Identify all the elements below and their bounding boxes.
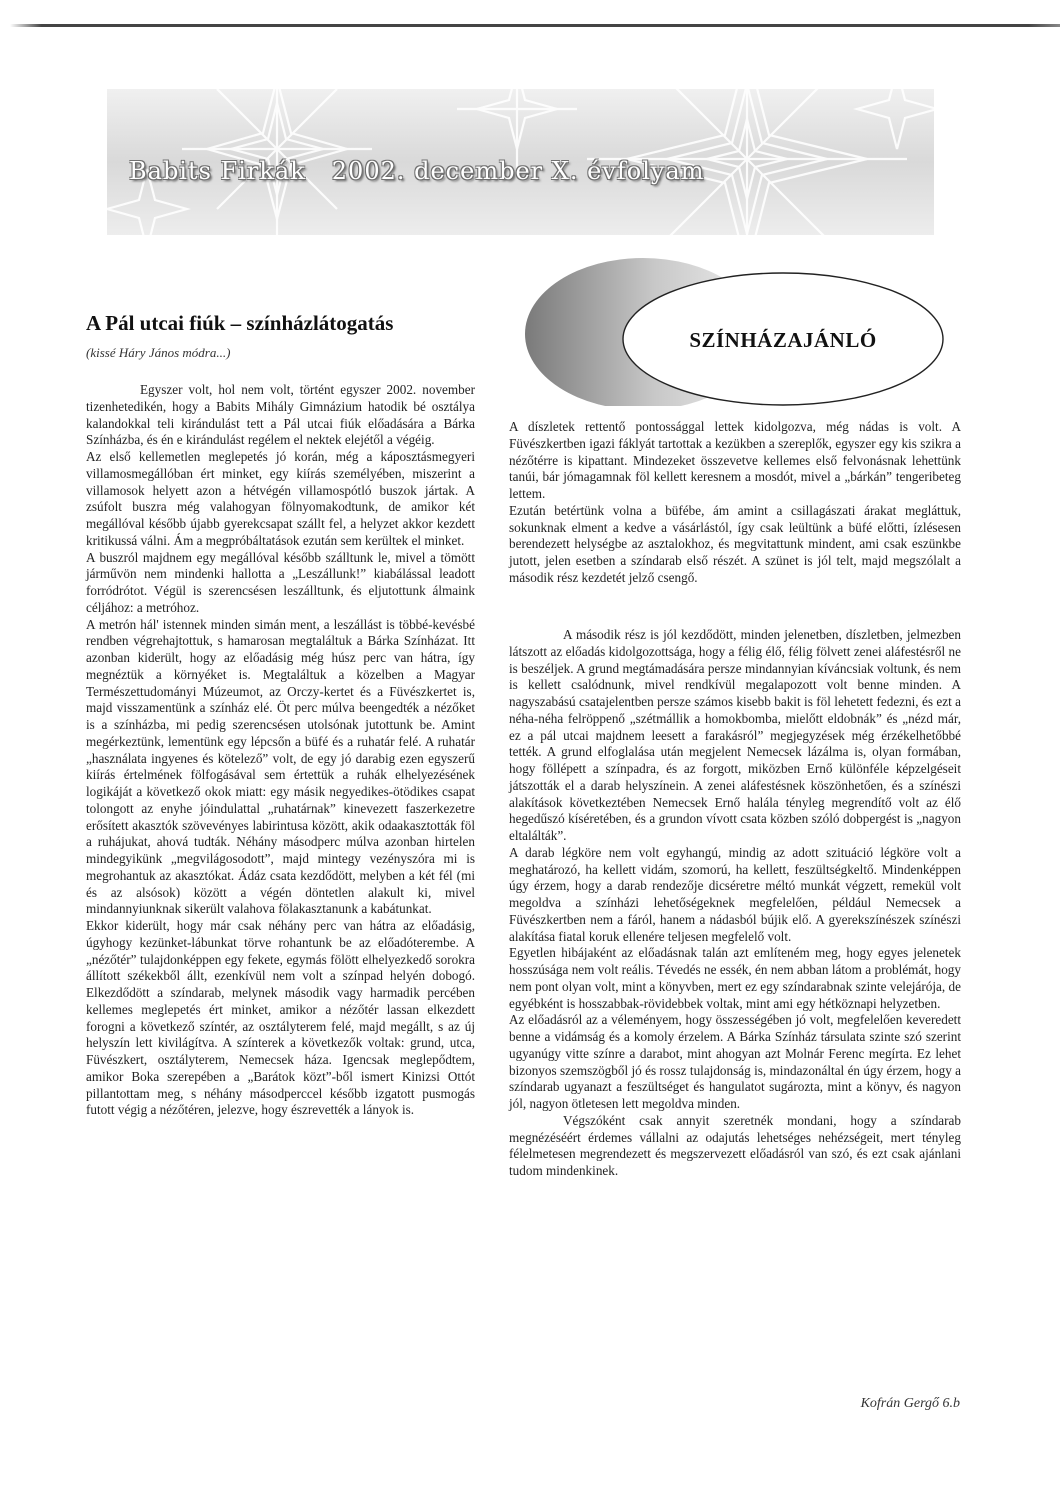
paragraph: A második rész is jól kezdődött, minden jelenetben, díszletben, jelmezben látszott az előadás kidolgozottsága, hogy a félig élő, félig fölvett zenei aláfestésről ne is beszéljek. A grund megtámadására persze mindannyian kíváncsiak voltunk, és nem is kellett csalódnunk, mivel rendkívül megalapozott volt benne minden. A nagyszabású csatajelentben persze számos kisebb bakit is föl lehetett fedezni, és ezt a néha-néha felröppenő „szétmállik a homokbomba, mielőtt eldobnák” és „nézd már, ez a pál utcai majdnem leesett a farakásról” megjegyzések még érzékelhetőbbé tették. A grund elfoglalása után megjelent Nemecsek lázálma is, olyan formában, hogy föllépett a színpadra, és az forgott, miközben Ernő különféle képzelgéseit játszották el a darab helyszínein. A zenei aláfestésnek köszönhetően, és a színészi alakítások következtében Nemecsek Ernő halála tényleg megrendítő volt az élő hegedűszó kíséretében, és a grundon vívott csata közben szóló dobpergést is „nagyon eltalálták”. bbox=[509, 627, 961, 843]
section-badge bbox=[525, 256, 945, 406]
top-rule bbox=[10, 24, 1060, 27]
article-right-column-top bbox=[509, 419, 961, 587]
issue-date: 2002. december X. évfolyam bbox=[331, 157, 705, 185]
article-title: A Pál utcai fiúk – színházlátogatás bbox=[86, 311, 394, 335]
paragraph: A buszról majdnem egy megállóval később szálltunk le, mivel a tömött járművön nem mindenki hallotta a „Leszállunk!” kiabálással leadott forródrótot. Végül is szerencsésen leszálltunk, és eljutottunk álmaink céljához: a metróhoz. bbox=[86, 549, 475, 615]
paragraph: Ekkor kiderült, hogy már csak néhány perc van hátra az előadásig, úgyhogy kezünket-lábunkat törve rohantunk be az előadóterembe. A „nézőtér” tulajdonképpen egy fekete, egymás fölött elhelyezkedő sorokra állított székekből állt, ezenkívül nem volt a színpad helyén dobogó. Elkezdődött a színdarab, melynek második vagy harmadik percében kellemes meglepetés ért minket, amikor a nézőtér lassan elkezdett forogni a következő színtér, az osztályterem felé, majd megállt, s az új helyszín lett kivilágítva. A színterek a következők voltak: grund, utca, Füvészkert, osztályterem, Nemecsek háza. Igencsak meglepődtem, amikor Boka szerepében a „Barátok közt”-ből ismert Kinizsi Ottót pillantottam meg, s néhány másodperccel később izgatott pusmogás futott végig a nézőtéren, jelezve, hogy észrevették a lányok is. bbox=[86, 918, 475, 1118]
paragraph: Egyetlen hibájaként az előadásnak talán azt említeném meg, hogy egyes jelenetek hosszúsága nem volt reális. Tévedés ne essék, én nem abban látom a problémát, hogy nem pont olyan volt, mint a könyvben, mert ez egy színdarabnak szinte velejárója, de egyébként is hosszabbak-rövidebbek voltak, mint ami egy hétköznapi helyzetben. bbox=[509, 945, 961, 1011]
paragraph: Egyszer volt, hol nem volt, történt egyszer 2002. november tizenhetedikén, hogy a Babits Mihály Gimnázium hatodik bé osztálya kalandokkal teli kirándulást tett a Pál utcai fiúk előadására a Bárka Színházba, és én e kirándulást regélem el nektek elejétől a végéig. bbox=[86, 382, 475, 448]
banner-title bbox=[129, 157, 731, 185]
paragraph: Végszóként csak annyit szeretnék mondani, hogy a színdarab megnézéséért érdemes vállalni az odajutás lehetséges nehézségeit, mert tényleg félelmetesen megrendezett és megszervezett előadásról van szó, és ezt csak ajánlani tudom mindenkinek. bbox=[509, 1112, 961, 1178]
article-right-column bbox=[509, 627, 961, 1180]
paragraph: Ezután betértünk volna a büfébe, ám amint a csillagászati árakat megláttuk, sokunknak elment a kedve a vásárlástól, így csak leültünk a büfé előtti, ízlésesen berendezett helységbe az asztalokhoz, és megvitattunk mindent, ami csak eszünkbe jutott, jelen esetben a színdarab első részét. A szünet is jól telt, majd megszólalt a második rész kezdetét jelző csengő. bbox=[509, 502, 961, 585]
section-badge-label: SZÍNHÁZAJÁNLÓ bbox=[689, 328, 877, 352]
publication-name: Babits Firkák bbox=[129, 157, 306, 185]
paragraph: Az első kellemetlen meglepetés jó korán, még a káposztásmegyeri villamosmegállóban ért minket, egy kiírás személyében, miszerint a villamosok helyett azon a hétvégén villamospótló buszok jártak. A zsúfolt buszra még valahogyan fölnyomakodtunk, de amikor két megállóval később újabb gyerekcsapat szállt fel, a helyzet akkor kezdett kritikussá válni. Ám a megpróbáltatások ezután sem kerültek el minket. bbox=[86, 449, 475, 548]
paragraph: A metrón hál' istennek minden simán ment, a leszállást is többé-kevésbé rendben végrehajtottuk, s hamarosan megtaláltuk a Bárka Színházat. Itt azonban kiderült, hogy az előadásig még húsz perc van hátra, így megnéztük a környéket is. Megtaláltuk a közelben a Magyar Természettudományi Múzeumot, az Orczy-kertet és a Füvészkertet is, majd visszamentünk a színház elé. Öt perc múlva beengedték a nézőket is a színházba, mi pedig szerencsésen utolsónak jutottunk be. Amint megérkeztünk, lementünk egy lépcsőn a büfé és a ruhatár felé. A ruhatár „használata ingyenes és kötelező” volt, de egy jó darabig ezen egyszerű kiírás értelmének fölfogásával sem értettük a ruhák elhelyezésének logikáját a következő okok miatt: egy másik negyedikes-ötödikes csapat tolongott az enyhe jóindulattal „ruhatárnak” kinevezett faszerkezetre erősített akasztók szövevényes labirintusa között, akik odaakasztották föl a ruhájukat, ahová tudták. Néhány másodperc múlva azonban hirtelen mindegyikünk „megvilágosodott”, majd mintegy vezényszóra mi is megrohantuk az akasztókat. Ádáz csata kezdődött, melyben a két fél (mi és az alsósok) között a végén döntetlen alakult ki, mivel mindannyiunknak sikerült valahova fölakasztanunk a kabátunkat. bbox=[86, 616, 475, 917]
author-signature: Kofrán Gergő 6.b bbox=[860, 1396, 960, 1411]
article-subtitle: (kissé Háry János módra...) bbox=[86, 345, 231, 360]
paragraph: Az előadásról az a véleményem, hogy összességében jó volt, megfelelően keveredett benne a vidámság és a komoly érzelem. A Bárka Színház társulata szinte szó szerint ugyanúgy vitte színre a darabot, mint ahogyan azt Molnár Ferenc megírta. Ez lehet bizonyos szemszögből jó és rossz tulajdonság is, mindazonáltal én úgy érzem, hogy a színdarab ugyanazt a feszültséget és hangulatot sugározta, mint a könyv, és nagyon jól, nagyon ötletesen lett megoldva minden. bbox=[509, 1012, 961, 1111]
paragraph: A díszletek rettentő pontossággal lettek kidolgozva, még nádas is volt. A Füvészkertben igazi fáklyát tartottak a kezükben a szereplők, egyszer egy kis szikra a nézőtérre is kipattant. Mindezeket összevetve kellemes első felvonásnak lehettünk tanúi, bár jómagamnak föl kellett keresnem a mosdót, mivel a „bárkán” tengeribeteg lettem. bbox=[509, 419, 961, 501]
article-left-column bbox=[86, 382, 475, 1119]
header-banner bbox=[107, 89, 934, 235]
paragraph: A darab légköre nem volt egyhangú, mindig az adott szituáció légköre volt a meghatározó, ha kellett vidám, szomorú, ha kellett, feszültségkeltő. Mindenképpen úgy érzem, hogy a darab rendezője dicséretre méltó munkát végzett, remekül volt megoldva a színházi lehetőségeknek megfelelően, például Nemecsek a Füvészkertben nem a fáról, hanem a nádasból bújik elő. A gyerekszínészek színészi alakítása fiatal koruk ellenére teljesen megfelelő volt. bbox=[509, 844, 961, 944]
